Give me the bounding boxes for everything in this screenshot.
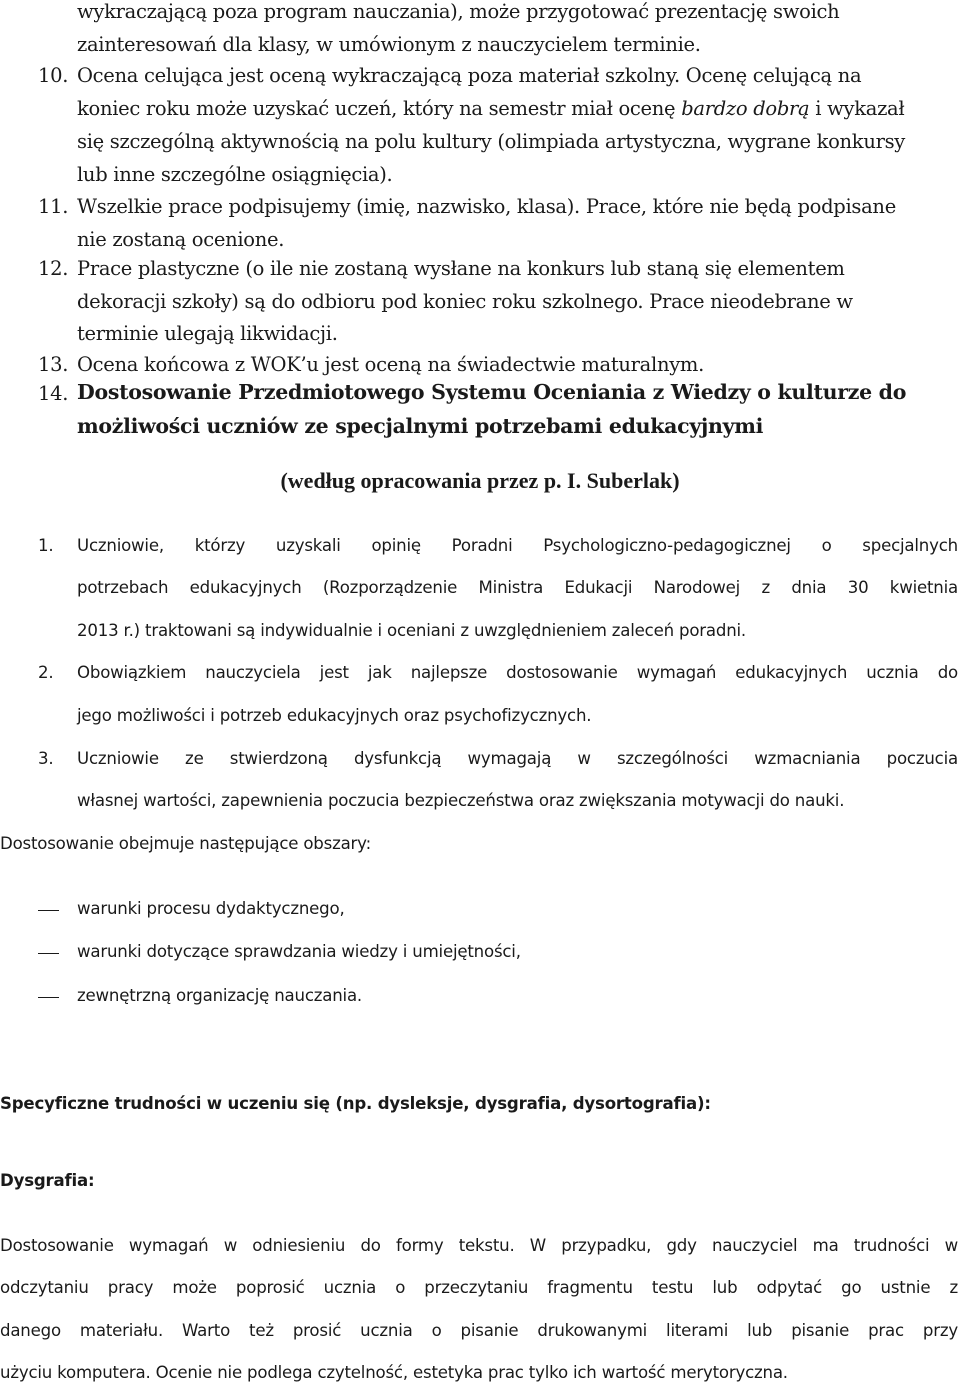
paragraph-line: Dostosowanie wymagań w odniesieniu do formy tekstu. W przypadku, gdy nauczyciel ma trudności w [0, 1236, 958, 1255]
specific-difficulties-heading: Specyficzne trudności w uczeniu się (np. dysleksje, dysgrafia, dysortografia): [0, 1094, 711, 1113]
dash-bullet-icon [38, 953, 59, 954]
rule-text-line: Wszelkie prace podpisujemy (imię, nazwisko, klasa). Prace, które nie będą podpisane [77, 195, 896, 218]
list-text-line: Obowiązkiem nauczyciela jest jak najlepsze dostosowanie wymagań edukacyjnych ucznia do [77, 663, 958, 682]
rule-text-line: się szczególną aktywnością na polu kultury (olimpiada artystyczna, wygrane konkursy [77, 130, 906, 153]
list-text-line: 2013 r.) traktowani są indywidualnie i oceniani z uwzględnieniem zaleceń poradni. [77, 621, 747, 640]
rule-number: 12. [38, 257, 69, 280]
rule-number: 14. [38, 382, 69, 405]
rule-text-line: Ocena końcowa z WOK’u jest oceną na świadectwie maturalnym. [77, 353, 705, 376]
section-subtitle: (według opracowania przez p. I. Suberlak) [280, 468, 680, 493]
rule-text-line: terminie ulegają likwidacji. [77, 322, 338, 345]
rule-number: 13. [38, 353, 69, 376]
list-number: 2. [38, 663, 54, 682]
rule-text-line [77, 97, 904, 120]
dash-bullet-icon [38, 997, 59, 998]
rule-text-line: nie zostaną ocenione. [77, 228, 285, 251]
area-item: warunki dotyczące sprawdzania wiedzy i umiejętności, [77, 942, 521, 961]
section-heading: możliwości uczniów ze specjalnymi potrzebami edukacyjnymi [77, 414, 764, 438]
rule-text-line: dekoracji szkoły) są do odbioru pod koniec roku szkolnego. Prace nieodebrane w [77, 290, 853, 313]
list-text-line: własnej wartości, zapewnienia poczucia bezpieczeństwa oraz zwiększania motywacji do nauki. [77, 791, 845, 810]
paragraph-line: użyciu komputera. Ocenie nie podlega czytelność, estetyka prac tylko ich wartość merytoryczna. [0, 1363, 788, 1382]
list-text-line: potrzebach edukacyjnych (Rozporządzenie Ministra Edukacji Narodowej z dnia 30 kwietnia [77, 578, 958, 597]
dash-bullet-icon [38, 910, 59, 911]
area-item: zewnętrzną organizację nauczania. [77, 986, 362, 1005]
list-number: 3. [38, 749, 54, 768]
paragraph-line: danego materiału. Warto też prosić ucznia o pisanie drukowanymi literami lub pisanie prac przy [0, 1321, 958, 1340]
rule-text-line: Ocena celująca jest oceną wykraczającą poza materiał szkolny. Ocenę celującą na [77, 64, 862, 87]
list-number: 1. [38, 536, 54, 555]
section-heading: Dostosowanie Przedmiotowego Systemu Oceniania z Wiedzy o kulturze do [77, 380, 907, 404]
intro-line: zainteresowań dla klasy, w umówionym z nauczycielem terminie. [77, 33, 701, 56]
rule-text-line: Prace plastyczne (o ile nie zostaną wysłane na konkurs lub staną się elementem [77, 257, 845, 280]
intro-line: wykraczającą poza program nauczania), może przygotować prezentację swoich [77, 0, 840, 23]
rule-text-segment: koniec roku może uzyskać uczeń, który na semestr miał ocenę [77, 97, 676, 120]
rule-number: 10. [38, 64, 69, 87]
dysgrafia-heading: Dysgrafia: [0, 1171, 95, 1190]
area-item: warunki procesu dydaktycznego, [77, 899, 345, 918]
list-text-line: Uczniowie, którzy uzyskali opinię Poradni Psychologiczno-pedagogicznej o specjalnych [77, 536, 958, 555]
list-text-line: Uczniowie ze stwierdzoną dysfunkcją wymagają w szczególności wzmacniania poczucia [77, 749, 958, 768]
paragraph-line: odczytaniu pracy może poprosić ucznia o przeczytaniu fragmentu testu lub odpytać go ustnie z [0, 1278, 958, 1297]
rule-number: 11. [38, 195, 69, 218]
emphasis-text: bardzo dobrą [681, 97, 810, 120]
list-text-line: jego możliwości i potrzeb edukacyjnych oraz psychofizycznych. [77, 706, 592, 725]
rule-text-line: lub inne szczególne osiągnięcia). [77, 163, 393, 186]
rule-text-segment: i wykazał [815, 97, 905, 120]
areas-intro: Dostosowanie obejmuje następujące obszary: [0, 834, 371, 853]
